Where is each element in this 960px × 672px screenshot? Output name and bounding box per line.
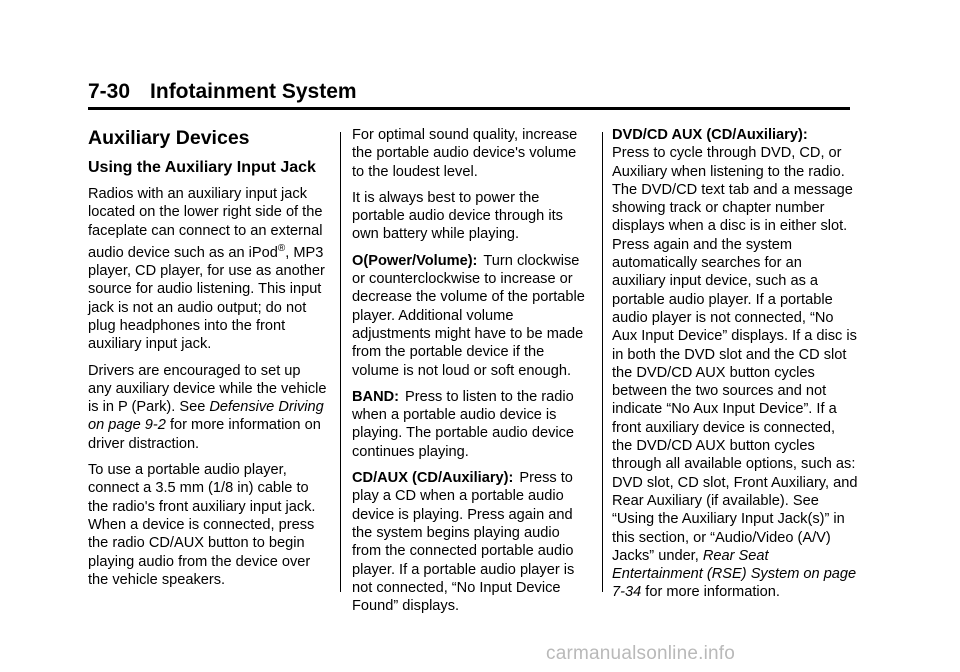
cross-reference: Defensive Driving on page 9-2 [88, 399, 324, 434]
term-label: BAND: [352, 388, 400, 405]
term-label: DVD/CD AUX (CD/Auxiliary): [612, 127, 808, 143]
subsection-title: Using the Auxiliary Input Jack [88, 159, 316, 176]
power-volume-entry: O(Power/Volume): Turn clockwise or counterclockwise to increase or decrease the volume of the portable player. Additional volume adjustments might have to be made from the portable device if the volume is not loud or soft enough. [352, 252, 585, 379]
section-title: Auxiliary Devices [88, 127, 250, 149]
paragraph: To use a portable audio player, connect a 3.5 mm (1/8 in) cable to the radio's front auxiliary input jack. When a device is connected, press the radio CD/AUX button to begin playing audio from the device over the vehicle speakers. [88, 462, 316, 588]
chapter-title: Infotainment System [150, 80, 357, 103]
term-label: CD/AUX (CD/Auxiliary): [352, 470, 514, 487]
paragraph: Drivers are encouraged to set up any auxiliary device while the vehicle is in P (Park). See Defensive Driving on page 9-2 for more information on driver distraction. [88, 362, 327, 452]
dvd-cd-aux-entry: DVD/CD AUX (CD/Auxiliary): Press to cycle through DVD, CD, or Auxiliary when listening to the radio. The DVD/CD text tab and a message showing track or chapter number displays when a disc is in either slot. Press again and the system automatically searches for an auxiliary input device, such as a portable audio player. If a portable audio player is not connected, “No Aux Input Device” displays. If a disc is in both the DVD slot and the CD slot the DVD/CD AUX button cycles between the two sources and not indicate “No Aux Input Device”. If a front auxiliary device is connected, the DVD/CD AUX button cycles through all available options, such as: DVD slot, CD slot, Front Auxiliary, and Rear Auxiliary (if available). See “Using the Auxiliary Input Jack(s)” in this section, or “Audio/Video (A/V) Jacks” under, Rear Seat Entertainment (RSE) System on page 7-34 for more information. [612, 127, 858, 601]
registered-mark: ® [277, 242, 286, 254]
page-header [88, 80, 850, 110]
cd-aux-entry: CD/AUX (CD/Auxiliary): Press to play a CD when a portable audio device is playing. Press again and the system begins playing audio from the connected portable audio player. If a portable audio player is not connected, “No Input Device Found” displays. [352, 470, 575, 615]
column-3 [612, 126, 858, 610]
column-divider [602, 132, 603, 592]
paragraph: Radios with an auxiliary input jack located on the lower right side of the faceplate can connect to an external audio device such as an iPod®, MP3 player, CD player, for use as another source for audio listening. This input jack is not an audio output; do not plug headphones into the front auxiliary input jack. [88, 186, 325, 353]
term-label: (Power/Volume): [363, 252, 478, 269]
paragraph: It is always best to power the portable audio device through its own battery while playing. [352, 189, 563, 243]
column-2 [352, 126, 592, 623]
column-1 [88, 126, 328, 597]
column-divider [340, 132, 341, 592]
band-entry: BAND: Press to listen to the radio when a portable audio device is playing. The portable audio device continues playing. [352, 388, 575, 460]
paragraph: For optimal sound quality, increase the portable audio device's volume to the loudest level. [352, 127, 578, 180]
watermark: carmanualsonline.info [546, 643, 736, 664]
cross-reference: Rear Seat Entertainment (RSE) System on page 7-34 [612, 547, 857, 601]
page-number: 7-30 [88, 80, 131, 103]
power-icon: O [352, 252, 364, 269]
